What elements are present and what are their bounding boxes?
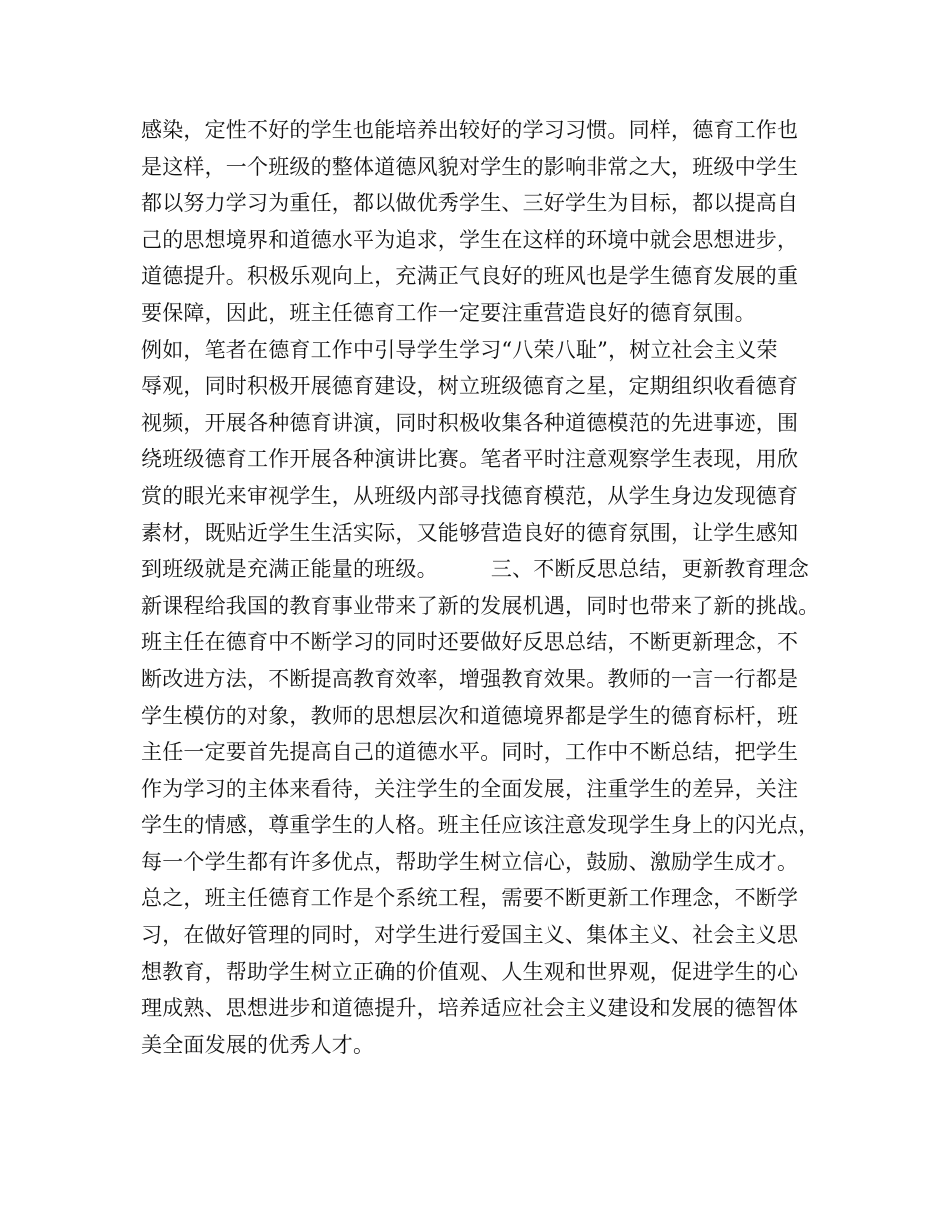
text-line: 素材，既贴近学生生活实际，又能够营造良好的德育氛围，让学生感知 xyxy=(141,520,799,545)
text-line: 感染，定性不好的学生也能培养出较好的学习习惯。同样，德育工作也 xyxy=(141,118,799,142)
text-line: 到班级就是充满正能量的班级。 三、不断反思总结，更新教育理念 xyxy=(141,557,809,582)
text-line: 辱观，同时积极开展德育建设，树立班级德育之星，定期组织收看德育 xyxy=(141,374,799,399)
text-line: 是这样，一个班级的整体道德风貌对学生的影响非常之大，班级中学生 xyxy=(141,154,799,179)
text-line: 理成熟、思想进步和道德提升，培养适应社会主义建设和发展的德智体 xyxy=(141,996,799,1021)
text-line: 要保障，因此，班主任德育工作一定要注重营造良好的德育氛围。 xyxy=(141,300,756,325)
text-line: 断改进方法，不断提高教育效率，增强教育效果。教师的一言一行都是 xyxy=(141,666,799,691)
text-line: 学生模仿的对象，教师的思想层次和道德境界都是学生的德育标杆，班 xyxy=(141,703,799,728)
text-line: 作为学习的主体来看待，关注学生的全面发展，注重学生的差异，关注 xyxy=(141,776,799,801)
text-line: 新课程给我国的教育事业带来了新的发展机遇，同时也带来了新的挑战。 xyxy=(141,593,820,618)
text-line: 视频，开展各种德育讲演，同时积极收集各种道德模范的先进事迹，围 xyxy=(141,410,799,435)
text-line: 例如，笔者在德育工作中引导学生学习“八荣八耻”，树立社会主义荣 xyxy=(141,337,778,362)
text-line: 学生的情感，尊重学生的人格。班主任应该注意发现学生身上的闪光点， xyxy=(141,813,820,838)
text-line: 道德提升。积极乐观向上，充满正气良好的班风也是学生德育发展的重 xyxy=(141,264,799,289)
text-line: 想教育，帮助学生树立正确的价值观、人生观和世界观，促进学生的心 xyxy=(141,959,799,984)
text-line: 总之，班主任德育工作是个系统工程，需要不断更新工作理念，不断学 xyxy=(141,886,799,911)
text-line: 都以努力学习为重任，都以做优秀学生、三好学生为目标，都以提高自 xyxy=(141,191,799,216)
text-line: 主任一定要首先提高自己的道德水平。同时，工作中不断总结，把学生 xyxy=(141,740,799,765)
text-line: 己的思想境界和道德水平为追求，学生在这样的环境中就会思想进步， xyxy=(141,227,799,252)
text-line: 美全面发展的优秀人才。 xyxy=(141,1032,375,1057)
document-body xyxy=(141,112,841,1063)
text-line: 每一个学生都有许多优点，帮助学生树立信心，鼓励、激励学生成才。 xyxy=(141,849,799,874)
text-line: 绕班级德育工作开展各种演讲比赛。笔者平时注意观察学生表现，用欣 xyxy=(141,447,799,472)
text-line: 赏的眼光来审视学生，从班级内部寻找德育模范，从学生身边发现德育 xyxy=(141,483,799,508)
text-line: 习，在做好管理的同时，对学生进行爱国主义、集体主义、社会主义思 xyxy=(141,923,799,948)
text-line: 班主任在德育中不断学习的同时还要做好反思总结，不断更新理念，不 xyxy=(141,630,799,655)
